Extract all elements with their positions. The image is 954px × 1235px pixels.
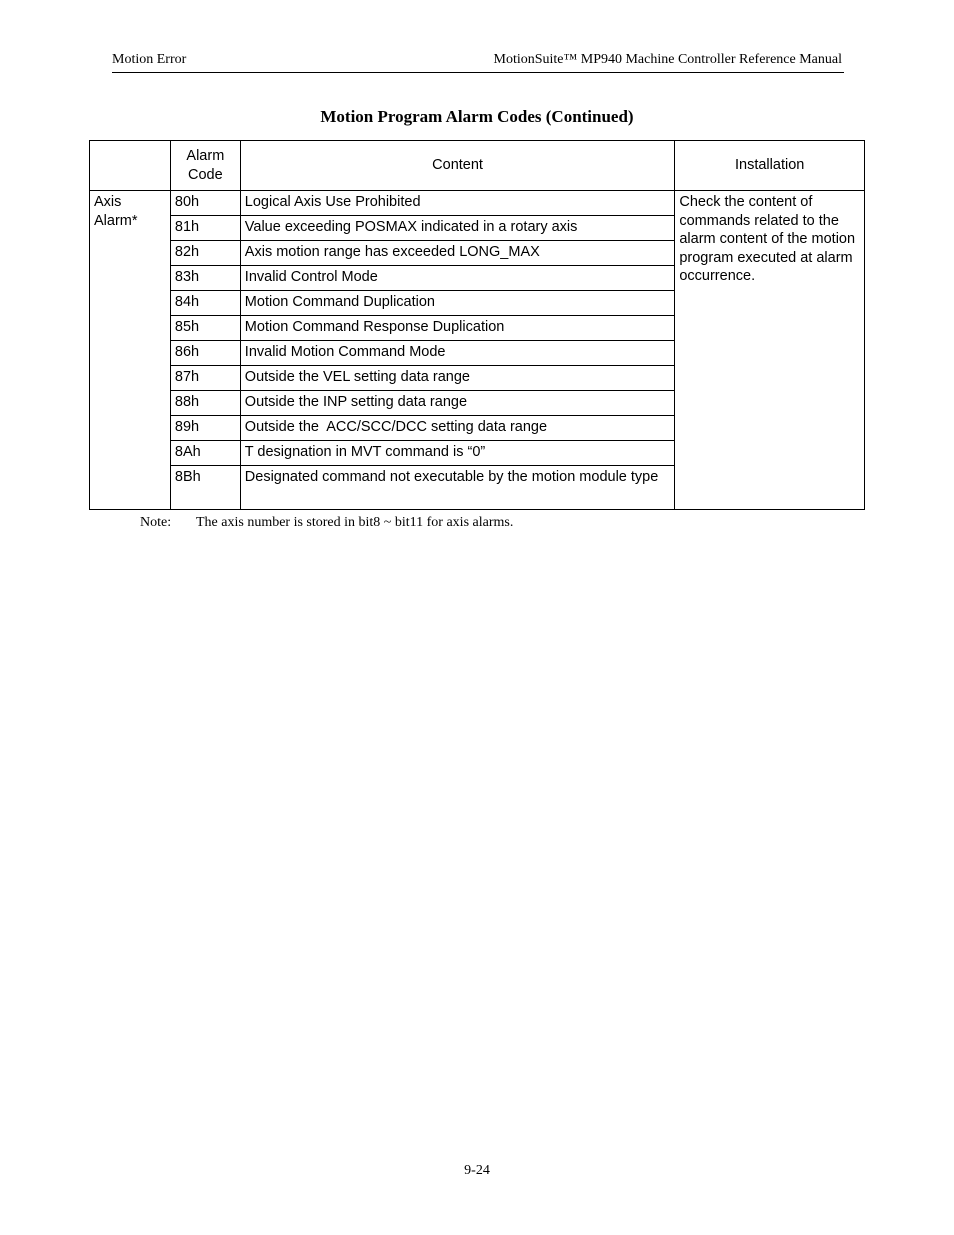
alarm-code-cell: 88h (170, 391, 240, 416)
header-manual-title: MotionSuite™ MP940 Machine Controller Reference Manual (493, 52, 842, 67)
header-section: Motion Error (112, 52, 187, 67)
content-cell: Invalid Motion Command Mode (240, 341, 675, 366)
column-header-alarm-code: Alarm Code (170, 141, 240, 191)
alarm-code-cell: 87h (170, 366, 240, 391)
alarm-code-cell: 84h (170, 291, 240, 316)
alarm-code-cell: 8Bh (170, 466, 240, 510)
column-header-group (90, 141, 171, 191)
group-label-cell: Axis Alarm* (90, 191, 171, 510)
page-number: 9-24 (464, 1163, 490, 1178)
installation-cell: Check the content of commands related to the alarm content of the motion program executed at alarm occurrence. (675, 191, 865, 510)
alarm-code-cell: 89h (170, 416, 240, 441)
content-cell: Outside the VEL setting data range (240, 366, 675, 391)
table-row (90, 191, 865, 216)
content-cell: Axis motion range has exceeded LONG_MAX (240, 241, 675, 266)
content-cell: Motion Command Response Duplication (240, 316, 675, 341)
table-note (140, 515, 513, 531)
content-cell: Outside the INP setting data range (240, 391, 675, 416)
note-label: Note: (140, 515, 172, 530)
content-cell: Motion Command Duplication (240, 291, 675, 316)
table-title: Motion Program Alarm Codes (Continued) (320, 107, 634, 126)
alarm-code-cell: 8Ah (170, 441, 240, 466)
alarm-code-cell: 82h (170, 241, 240, 266)
alarm-code-cell: 86h (170, 341, 240, 366)
content-cell: Designated command not executable by the motion module type (240, 466, 675, 510)
content-cell: T designation in MVT command is “0” (240, 441, 675, 466)
table-header-row (90, 141, 865, 191)
content-cell: Value exceeding POSMAX indicated in a rotary axis (240, 216, 675, 241)
alarm-code-cell: 80h (170, 191, 240, 216)
alarm-codes-table (89, 140, 865, 510)
page-header (112, 52, 844, 73)
content-cell: Logical Axis Use Prohibited (240, 191, 675, 216)
alarm-code-cell: 85h (170, 316, 240, 341)
note-text: The axis number is stored in bit8 ~ bit11 for axis alarms. (196, 515, 514, 530)
content-cell: Invalid Control Mode (240, 266, 675, 291)
content-cell: Outside the ACC/SCC/DCC setting data range (240, 416, 675, 441)
column-header-content: Content (240, 141, 675, 191)
alarm-code-cell: 81h (170, 216, 240, 241)
alarm-code-cell: 83h (170, 266, 240, 291)
table-body (90, 191, 865, 510)
column-header-installation: Installation (675, 141, 865, 191)
